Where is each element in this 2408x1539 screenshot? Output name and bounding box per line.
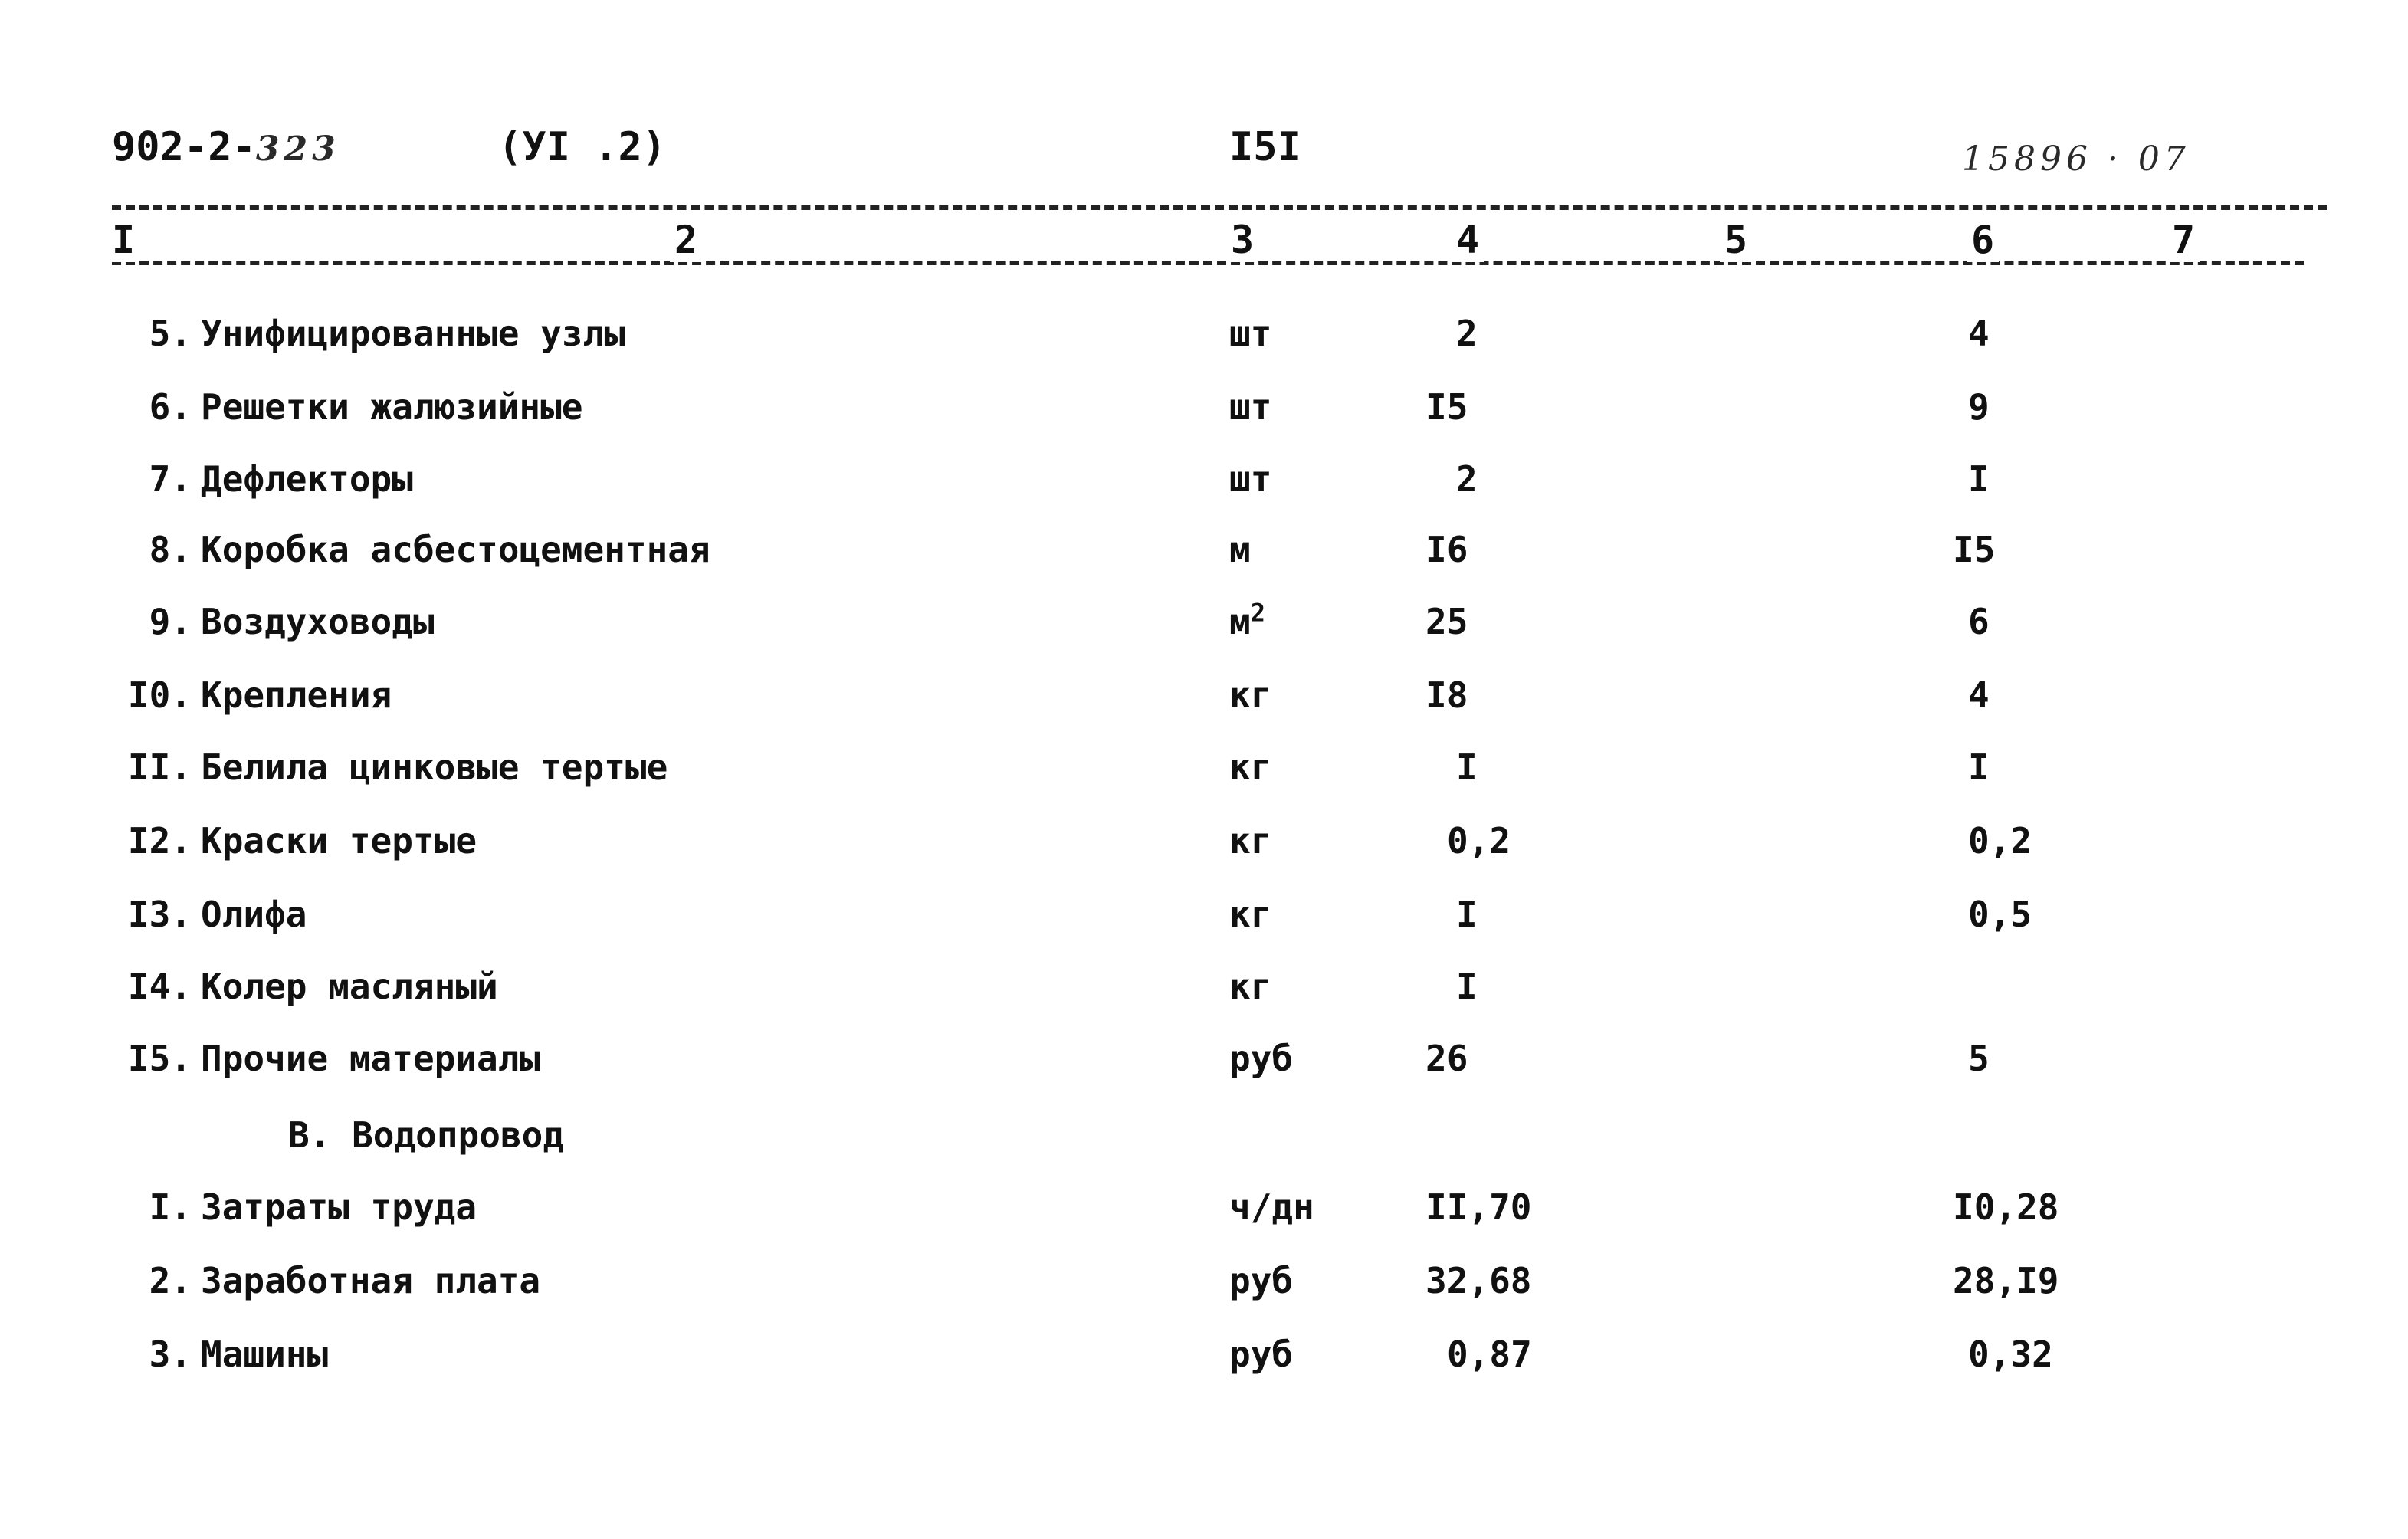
row-value-col4: 25 [1425, 601, 1468, 642]
row-value-col4: 2 [1456, 458, 1478, 500]
page-number: I5I [1229, 124, 1301, 170]
row-number: 3. [149, 1334, 192, 1375]
row-value-col4: 0,87 [1447, 1334, 1532, 1375]
document-code-handwritten: 323 [255, 130, 340, 169]
row-value-col4: 2 [1456, 313, 1478, 354]
row-name: Краски тертые [201, 820, 477, 861]
row-number: 2. [149, 1260, 192, 1301]
row-unit: шт [1229, 458, 1272, 500]
row-number: 7. [149, 458, 192, 500]
row-number: I. [149, 1186, 192, 1228]
row-value-col6: I0,28 [1953, 1186, 2059, 1228]
row-unit [1229, 595, 1265, 648]
document-part: (УI .2) [498, 124, 667, 170]
table-row [0, 595, 2408, 648]
row-name: Затраты труда [201, 1186, 477, 1228]
row-unit: руб [1229, 1334, 1294, 1375]
row-name: Решетки жалюзийные [201, 386, 583, 428]
row-number: I4. [127, 966, 192, 1007]
table-row [0, 814, 2408, 868]
row-unit: руб [1229, 1038, 1294, 1079]
row-number: 6. [149, 386, 192, 428]
row-unit: шт [1229, 386, 1272, 428]
row-number: II. [127, 747, 192, 788]
row-number: I3. [127, 894, 192, 935]
row-value-col6: 4 [1968, 313, 1990, 354]
row-unit: кг [1229, 894, 1272, 935]
row-value-col6: I [1968, 458, 1990, 500]
row-value-col4: I5 [1425, 386, 1468, 428]
section-heading: В. Водопровод [288, 1114, 565, 1156]
column-number-2: 2 [670, 218, 702, 262]
row-value-col6: 5 [1968, 1038, 1990, 1079]
row-unit: кг [1229, 966, 1272, 1007]
row-unit: шт [1229, 313, 1272, 354]
document-code-printed: 902-2- [112, 124, 256, 170]
row-value-col4: I [1456, 966, 1478, 1007]
row-name: Машины [201, 1334, 329, 1375]
row-value-col6: 0,5 [1968, 894, 2032, 935]
table-row [0, 380, 2408, 434]
column-number-1: I [112, 218, 139, 262]
row-name: Дефлекторы [201, 458, 413, 500]
table-row [0, 307, 2408, 360]
row-unit-superscript: 2 [1250, 598, 1265, 628]
row-value-col6: 28,I9 [1953, 1260, 2059, 1301]
document-code [112, 124, 340, 170]
row-value-col6: 0,32 [1968, 1334, 2053, 1375]
stamp-number: 15896 · 07 [1962, 139, 2190, 179]
table-row [0, 1032, 2408, 1085]
row-name: Прочие материалы [201, 1038, 541, 1079]
column-number-6: 6 [1967, 218, 1999, 262]
row-unit: кг [1229, 820, 1272, 861]
row-value-col4: I6 [1425, 529, 1468, 570]
column-number-3: 3 [1226, 218, 1258, 262]
table-row [0, 1180, 2408, 1234]
row-value-col6: 6 [1968, 601, 1990, 642]
row-unit: ч/дн [1229, 1186, 1314, 1228]
row-number: 8. [149, 529, 192, 570]
row-value-col6: 4 [1968, 674, 1990, 716]
row-number: I0. [127, 674, 192, 716]
table-row [0, 1327, 2408, 1381]
table-row [0, 1254, 2408, 1308]
row-unit: кг [1229, 747, 1272, 788]
row-name: Коробка асбестоцементная [201, 529, 710, 570]
row-value-col4: 0,2 [1447, 820, 1511, 861]
table-row [0, 740, 2408, 794]
column-number-7: 7 [2167, 218, 2200, 262]
table-row [0, 668, 2408, 722]
section-heading-row [0, 1108, 2408, 1162]
row-value-col4: II,70 [1425, 1186, 1532, 1228]
row-number: I2. [127, 820, 192, 861]
row-unit: м [1229, 529, 1251, 570]
row-name: Колер масляный [201, 966, 498, 1007]
row-unit: руб [1229, 1260, 1294, 1301]
row-name: Воздуховоды [201, 601, 435, 642]
row-value-col4: I [1456, 894, 1478, 935]
row-value-col4: I [1456, 747, 1478, 788]
row-unit: кг [1229, 674, 1272, 716]
table-row [0, 452, 2408, 506]
row-number: 5. [149, 313, 192, 354]
row-value-col4: 26 [1425, 1038, 1468, 1079]
row-number: 9. [149, 601, 192, 642]
row-name: Крепления [201, 674, 392, 716]
table-row [0, 523, 2408, 576]
row-value-col6: I5 [1953, 529, 1996, 570]
row-name: Олифа [201, 894, 307, 935]
row-name: Заработная плата [201, 1260, 541, 1301]
column-number-4: 4 [1452, 218, 1484, 262]
row-value-col4: 32,68 [1425, 1260, 1532, 1301]
row-value-col6: I [1968, 747, 1990, 788]
table-row [0, 888, 2408, 941]
row-name: Белила цинковые тертые [201, 747, 668, 788]
row-name: Унифицированные узлы [201, 313, 625, 354]
row-number: I5. [127, 1038, 192, 1079]
row-value-col6: 0,2 [1968, 820, 2032, 861]
row-value-col4: I8 [1425, 674, 1468, 716]
table-row [0, 960, 2408, 1013]
row-unit-base: м [1229, 601, 1251, 642]
header-rule-top [112, 205, 2327, 210]
row-value-col6: 9 [1968, 386, 1990, 428]
column-number-5: 5 [1720, 218, 1752, 262]
